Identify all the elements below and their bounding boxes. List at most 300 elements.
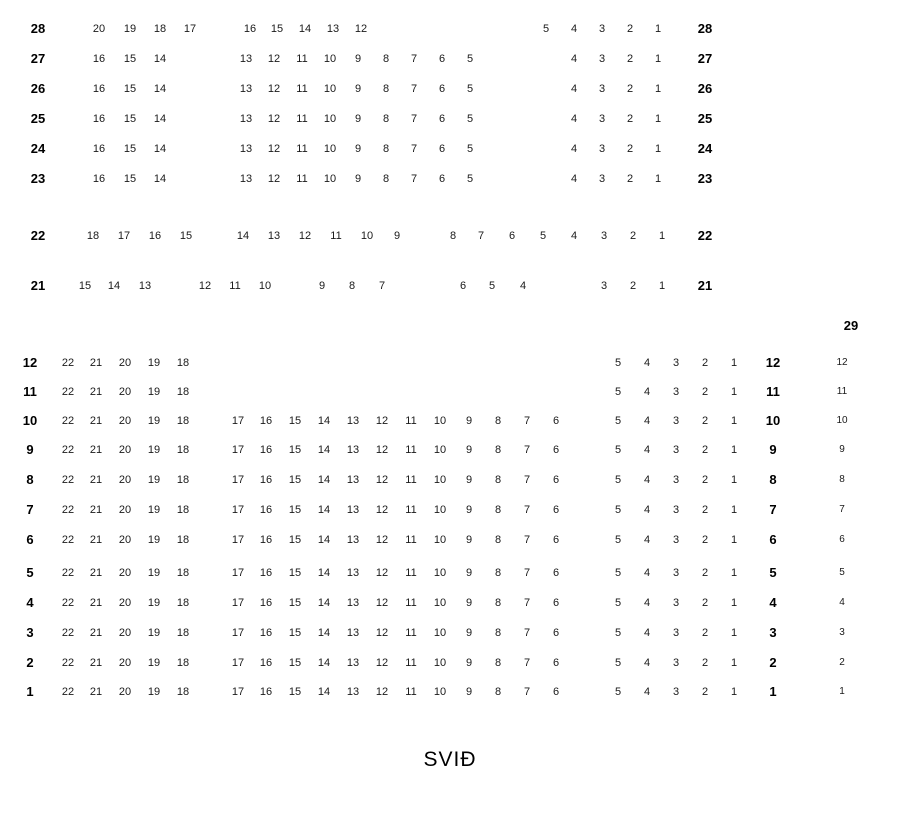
- seat[interactable]: 17: [231, 444, 245, 456]
- seat[interactable]: 20: [118, 567, 132, 579]
- seat[interactable]: 13: [346, 597, 360, 609]
- seat[interactable]: 8: [494, 504, 502, 516]
- seat[interactable]: 16: [259, 627, 273, 639]
- seat[interactable]: 8: [494, 686, 502, 698]
- seat[interactable]: 15: [288, 474, 302, 486]
- seat[interactable]: 5: [466, 173, 474, 185]
- seat[interactable]: 18: [176, 627, 190, 639]
- seat[interactable]: 4: [519, 280, 527, 292]
- seat[interactable]: 14: [317, 474, 331, 486]
- seat[interactable]: 12: [267, 83, 281, 95]
- seat[interactable]: 10: [433, 415, 447, 427]
- seat[interactable]: 12: [267, 143, 281, 155]
- seat[interactable]: 14: [317, 657, 331, 669]
- seat[interactable]: 11: [330, 230, 342, 242]
- seat[interactable]: 2: [626, 173, 634, 185]
- seat[interactable]: 3: [672, 504, 680, 516]
- seat[interactable]: 15: [288, 444, 302, 456]
- seat[interactable]: 20: [118, 474, 132, 486]
- seat[interactable]: 7: [523, 415, 531, 427]
- seat[interactable]: 1: [730, 504, 738, 516]
- seat[interactable]: 15: [288, 504, 302, 516]
- seat[interactable]: 17: [231, 686, 245, 698]
- seat[interactable]: 6: [438, 83, 446, 95]
- seat[interactable]: 14: [236, 230, 250, 242]
- seat[interactable]: 5: [614, 534, 622, 546]
- seat[interactable]: 19: [147, 657, 161, 669]
- seat[interactable]: 5: [614, 474, 622, 486]
- seat[interactable]: 4: [643, 657, 651, 669]
- seat[interactable]: 4: [570, 113, 578, 125]
- seat[interactable]: 8: [494, 444, 502, 456]
- seat[interactable]: 3: [598, 143, 606, 155]
- seat[interactable]: 17: [231, 534, 245, 546]
- seat[interactable]: 21: [89, 657, 103, 669]
- seat[interactable]: 11: [405, 686, 417, 698]
- seat[interactable]: 10: [433, 567, 447, 579]
- seat[interactable]: 4: [643, 474, 651, 486]
- seat[interactable]: 10: [323, 53, 337, 65]
- seat[interactable]: 2: [701, 357, 709, 369]
- seat[interactable]: 1: [730, 567, 738, 579]
- seat[interactable]: 18: [176, 415, 190, 427]
- seat[interactable]: 13: [326, 23, 340, 35]
- seat[interactable]: 7: [523, 504, 531, 516]
- seat[interactable]: 10: [433, 627, 447, 639]
- seat[interactable]: 6: [438, 173, 446, 185]
- seat[interactable]: 11: [296, 173, 308, 185]
- seat[interactable]: 22: [61, 415, 75, 427]
- seat[interactable]: 8: [494, 597, 502, 609]
- seat[interactable]: 2: [701, 567, 709, 579]
- seat[interactable]: 18: [176, 686, 190, 698]
- seat[interactable]: 5: [466, 113, 474, 125]
- seat[interactable]: 22: [61, 386, 75, 398]
- seat[interactable]: 20: [118, 686, 132, 698]
- seat[interactable]: 3: [672, 686, 680, 698]
- seat[interactable]: 5: [542, 23, 550, 35]
- seat[interactable]: 12: [375, 504, 389, 516]
- seat[interactable]: 12: [375, 627, 389, 639]
- seat[interactable]: 1: [730, 597, 738, 609]
- seat[interactable]: 5: [614, 567, 622, 579]
- seat[interactable]: 12: [375, 597, 389, 609]
- seat[interactable]: 5: [614, 597, 622, 609]
- seat[interactable]: 7: [477, 230, 485, 242]
- seat[interactable]: 11: [296, 143, 308, 155]
- seat[interactable]: 4: [570, 53, 578, 65]
- seat[interactable]: 16: [92, 53, 106, 65]
- seat[interactable]: 2: [626, 83, 634, 95]
- seat[interactable]: 19: [147, 357, 161, 369]
- seat[interactable]: 2: [626, 53, 634, 65]
- seat[interactable]: 12: [375, 567, 389, 579]
- seat[interactable]: 8: [494, 534, 502, 546]
- seat[interactable]: 9: [465, 597, 473, 609]
- seat[interactable]: 16: [92, 143, 106, 155]
- seat[interactable]: 16: [259, 504, 273, 516]
- seat[interactable]: 22: [61, 567, 75, 579]
- seat[interactable]: 21: [89, 534, 103, 546]
- seat[interactable]: 13: [346, 444, 360, 456]
- seat[interactable]: 22: [61, 686, 75, 698]
- seat[interactable]: 12: [375, 657, 389, 669]
- seat[interactable]: 20: [118, 597, 132, 609]
- seat[interactable]: 4: [570, 23, 578, 35]
- seat[interactable]: 6: [552, 474, 560, 486]
- seat[interactable]: 9: [354, 173, 362, 185]
- seat[interactable]: 18: [176, 504, 190, 516]
- seat[interactable]: 9: [318, 280, 326, 292]
- seat[interactable]: 11: [405, 567, 417, 579]
- seat[interactable]: 3: [672, 357, 680, 369]
- seat[interactable]: 9: [465, 504, 473, 516]
- seat[interactable]: 6: [552, 627, 560, 639]
- seat[interactable]: 14: [317, 597, 331, 609]
- seat[interactable]: 14: [317, 444, 331, 456]
- seat[interactable]: 13: [239, 53, 253, 65]
- seat[interactable]: 15: [123, 143, 137, 155]
- seat[interactable]: 19: [147, 534, 161, 546]
- seat[interactable]: 4: [643, 444, 651, 456]
- seat[interactable]: 21: [89, 504, 103, 516]
- seat[interactable]: 14: [317, 504, 331, 516]
- seat[interactable]: 6: [438, 53, 446, 65]
- seat[interactable]: 1: [654, 173, 662, 185]
- seat[interactable]: 8: [494, 474, 502, 486]
- seat[interactable]: 1: [730, 474, 738, 486]
- seat[interactable]: 19: [147, 567, 161, 579]
- seat[interactable]: 8: [494, 627, 502, 639]
- seat[interactable]: 14: [317, 686, 331, 698]
- seat[interactable]: 9: [465, 567, 473, 579]
- seat[interactable]: 6: [552, 657, 560, 669]
- seat[interactable]: 16: [259, 657, 273, 669]
- seat[interactable]: 20: [118, 504, 132, 516]
- seat[interactable]: 6: [438, 113, 446, 125]
- seat[interactable]: 18: [153, 23, 167, 35]
- seat[interactable]: 5: [614, 686, 622, 698]
- seat[interactable]: 14: [298, 23, 312, 35]
- seat[interactable]: 14: [153, 143, 167, 155]
- seat[interactable]: 14: [153, 83, 167, 95]
- seat[interactable]: 10: [433, 686, 447, 698]
- seat[interactable]: 17: [231, 627, 245, 639]
- seat[interactable]: 19: [147, 597, 161, 609]
- seat[interactable]: 3: [598, 53, 606, 65]
- seat[interactable]: 16: [243, 23, 257, 35]
- seat[interactable]: 5: [488, 280, 496, 292]
- seat[interactable]: 15: [123, 83, 137, 95]
- seat[interactable]: 4: [643, 386, 651, 398]
- seat[interactable]: 21: [89, 567, 103, 579]
- seat[interactable]: 20: [118, 386, 132, 398]
- seat[interactable]: 1: [730, 686, 738, 698]
- seat[interactable]: 7: [523, 657, 531, 669]
- seat[interactable]: 8: [382, 143, 390, 155]
- seat[interactable]: 14: [317, 415, 331, 427]
- seat[interactable]: 9: [393, 230, 401, 242]
- seat[interactable]: 15: [288, 567, 302, 579]
- seat[interactable]: 12: [198, 280, 212, 292]
- seat[interactable]: 12: [354, 23, 368, 35]
- seat[interactable]: 14: [153, 173, 167, 185]
- seat[interactable]: 17: [117, 230, 131, 242]
- seat[interactable]: 2: [626, 23, 634, 35]
- seat[interactable]: 5: [614, 657, 622, 669]
- seat[interactable]: 19: [147, 504, 161, 516]
- seat[interactable]: 3: [672, 657, 680, 669]
- seat[interactable]: 19: [147, 415, 161, 427]
- seat[interactable]: 19: [147, 627, 161, 639]
- seat[interactable]: 20: [118, 627, 132, 639]
- seat[interactable]: 15: [288, 534, 302, 546]
- seat[interactable]: 4: [643, 597, 651, 609]
- seat[interactable]: 10: [360, 230, 374, 242]
- seat[interactable]: 4: [570, 83, 578, 95]
- seat[interactable]: 11: [405, 627, 417, 639]
- seat[interactable]: 13: [346, 415, 360, 427]
- seat[interactable]: 6: [459, 280, 467, 292]
- seat[interactable]: 22: [61, 597, 75, 609]
- seat[interactable]: 21: [89, 357, 103, 369]
- seat[interactable]: 16: [259, 686, 273, 698]
- seat[interactable]: 12: [375, 474, 389, 486]
- seat[interactable]: 10: [323, 173, 337, 185]
- seat[interactable]: 10: [258, 280, 272, 292]
- seat[interactable]: 3: [672, 627, 680, 639]
- seat[interactable]: 5: [614, 357, 622, 369]
- seat[interactable]: 17: [183, 23, 197, 35]
- seat[interactable]: 10: [433, 444, 447, 456]
- seat[interactable]: 9: [465, 474, 473, 486]
- seat[interactable]: 16: [259, 415, 273, 427]
- seat[interactable]: 8: [382, 83, 390, 95]
- seat[interactable]: 18: [176, 534, 190, 546]
- seat[interactable]: 8: [348, 280, 356, 292]
- seat[interactable]: 13: [346, 627, 360, 639]
- seat[interactable]: 9: [465, 627, 473, 639]
- seat[interactable]: 2: [629, 230, 637, 242]
- seat[interactable]: 6: [552, 415, 560, 427]
- seat[interactable]: 2: [701, 386, 709, 398]
- seat[interactable]: 18: [176, 444, 190, 456]
- seat[interactable]: 3: [672, 534, 680, 546]
- seat[interactable]: 7: [523, 627, 531, 639]
- seat[interactable]: 3: [672, 444, 680, 456]
- seat[interactable]: 15: [288, 657, 302, 669]
- seat[interactable]: 21: [89, 415, 103, 427]
- seat[interactable]: 7: [523, 686, 531, 698]
- seat[interactable]: 17: [231, 597, 245, 609]
- seat[interactable]: 10: [433, 504, 447, 516]
- seat[interactable]: 13: [346, 567, 360, 579]
- seat[interactable]: 3: [672, 474, 680, 486]
- seat[interactable]: 3: [600, 230, 608, 242]
- seat[interactable]: 13: [346, 504, 360, 516]
- seat[interactable]: 7: [410, 113, 418, 125]
- seat[interactable]: 5: [614, 386, 622, 398]
- seat[interactable]: 12: [267, 173, 281, 185]
- seat[interactable]: 1: [654, 83, 662, 95]
- seat[interactable]: 4: [643, 504, 651, 516]
- seat[interactable]: 11: [405, 657, 417, 669]
- seat[interactable]: 9: [354, 113, 362, 125]
- seat[interactable]: 2: [701, 686, 709, 698]
- seat[interactable]: 13: [346, 474, 360, 486]
- seat[interactable]: 7: [523, 474, 531, 486]
- seat[interactable]: 16: [259, 597, 273, 609]
- seat[interactable]: 20: [118, 534, 132, 546]
- seat[interactable]: 8: [382, 173, 390, 185]
- seat[interactable]: 6: [552, 504, 560, 516]
- seat[interactable]: 9: [465, 686, 473, 698]
- seat[interactable]: 19: [147, 686, 161, 698]
- seat[interactable]: 3: [672, 597, 680, 609]
- seat[interactable]: 13: [239, 83, 253, 95]
- seat[interactable]: 14: [317, 567, 331, 579]
- seat[interactable]: 2: [701, 415, 709, 427]
- seat[interactable]: 1: [730, 627, 738, 639]
- seat[interactable]: 15: [123, 173, 137, 185]
- seat[interactable]: 13: [239, 143, 253, 155]
- seat[interactable]: 7: [523, 444, 531, 456]
- seat[interactable]: 6: [508, 230, 516, 242]
- seat[interactable]: 20: [118, 357, 132, 369]
- seat[interactable]: 9: [354, 53, 362, 65]
- seat[interactable]: 5: [614, 504, 622, 516]
- seat[interactable]: 3: [598, 173, 606, 185]
- seat[interactable]: 1: [658, 230, 666, 242]
- seat[interactable]: 20: [92, 23, 106, 35]
- seat[interactable]: 13: [346, 686, 360, 698]
- seat[interactable]: 11: [405, 444, 417, 456]
- seat[interactable]: 7: [410, 143, 418, 155]
- seat[interactable]: 17: [231, 567, 245, 579]
- seat[interactable]: 19: [147, 386, 161, 398]
- seat[interactable]: 6: [552, 597, 560, 609]
- seat[interactable]: 11: [405, 534, 417, 546]
- seat[interactable]: 21: [89, 474, 103, 486]
- seat[interactable]: 18: [176, 386, 190, 398]
- seat[interactable]: 22: [61, 474, 75, 486]
- seat[interactable]: 1: [730, 444, 738, 456]
- seat[interactable]: 15: [288, 597, 302, 609]
- seat[interactable]: 2: [626, 113, 634, 125]
- seat[interactable]: 2: [701, 627, 709, 639]
- seat[interactable]: 3: [600, 280, 608, 292]
- seat[interactable]: 3: [598, 83, 606, 95]
- seat[interactable]: 14: [153, 53, 167, 65]
- seat[interactable]: 1: [730, 534, 738, 546]
- seat[interactable]: 2: [701, 444, 709, 456]
- seat[interactable]: 7: [410, 53, 418, 65]
- seat[interactable]: 4: [643, 627, 651, 639]
- seat[interactable]: 8: [494, 567, 502, 579]
- seat[interactable]: 20: [118, 444, 132, 456]
- seat[interactable]: 5: [466, 53, 474, 65]
- seat[interactable]: 1: [730, 386, 738, 398]
- seat[interactable]: 18: [176, 597, 190, 609]
- seat[interactable]: 12: [375, 444, 389, 456]
- seat[interactable]: 4: [643, 686, 651, 698]
- seat[interactable]: 10: [323, 83, 337, 95]
- seat[interactable]: 11: [405, 504, 417, 516]
- seat[interactable]: 16: [92, 173, 106, 185]
- seat[interactable]: 7: [523, 597, 531, 609]
- seat[interactable]: 22: [61, 504, 75, 516]
- seat[interactable]: 19: [147, 444, 161, 456]
- seat[interactable]: 10: [433, 597, 447, 609]
- seat[interactable]: 10: [433, 534, 447, 546]
- seat[interactable]: 2: [701, 474, 709, 486]
- seat[interactable]: 5: [614, 415, 622, 427]
- seat[interactable]: 18: [86, 230, 100, 242]
- seat[interactable]: 16: [259, 444, 273, 456]
- seat[interactable]: 4: [570, 173, 578, 185]
- seat[interactable]: 15: [179, 230, 193, 242]
- seat[interactable]: 2: [626, 143, 634, 155]
- seat[interactable]: 13: [267, 230, 281, 242]
- seat[interactable]: 9: [354, 83, 362, 95]
- seat[interactable]: 10: [433, 657, 447, 669]
- seat[interactable]: 19: [147, 474, 161, 486]
- seat[interactable]: 11: [296, 113, 308, 125]
- seat[interactable]: 2: [701, 504, 709, 516]
- seat[interactable]: 5: [614, 444, 622, 456]
- seat[interactable]: 21: [89, 597, 103, 609]
- seat[interactable]: 8: [494, 415, 502, 427]
- seat[interactable]: 5: [466, 143, 474, 155]
- seat[interactable]: 22: [61, 534, 75, 546]
- seat[interactable]: 6: [552, 567, 560, 579]
- seat[interactable]: 15: [123, 53, 137, 65]
- seat[interactable]: 4: [643, 357, 651, 369]
- seat[interactable]: 7: [523, 534, 531, 546]
- seat[interactable]: 2: [701, 597, 709, 609]
- seat[interactable]: 11: [405, 597, 417, 609]
- seat[interactable]: 1: [654, 143, 662, 155]
- seat[interactable]: 10: [433, 474, 447, 486]
- seat[interactable]: 18: [176, 567, 190, 579]
- seat[interactable]: 10: [323, 143, 337, 155]
- seat[interactable]: 12: [267, 113, 281, 125]
- seat[interactable]: 11: [296, 83, 308, 95]
- seat[interactable]: 11: [405, 415, 417, 427]
- seat[interactable]: 11: [296, 53, 308, 65]
- seat[interactable]: 16: [148, 230, 162, 242]
- seat[interactable]: 9: [465, 657, 473, 669]
- seat[interactable]: 3: [672, 415, 680, 427]
- seat[interactable]: 18: [176, 474, 190, 486]
- seat[interactable]: 16: [259, 567, 273, 579]
- seat[interactable]: 17: [231, 415, 245, 427]
- seat[interactable]: 21: [89, 686, 103, 698]
- seat[interactable]: 6: [552, 444, 560, 456]
- seat[interactable]: 22: [61, 627, 75, 639]
- seat[interactable]: 21: [89, 627, 103, 639]
- seat[interactable]: 13: [239, 113, 253, 125]
- seat[interactable]: 13: [346, 534, 360, 546]
- seat[interactable]: 1: [730, 657, 738, 669]
- seat[interactable]: 15: [288, 627, 302, 639]
- seat[interactable]: 12: [375, 534, 389, 546]
- seat[interactable]: 10: [323, 113, 337, 125]
- seat[interactable]: 6: [438, 143, 446, 155]
- seat[interactable]: 14: [153, 113, 167, 125]
- seat[interactable]: 4: [570, 230, 578, 242]
- seat[interactable]: 12: [375, 686, 389, 698]
